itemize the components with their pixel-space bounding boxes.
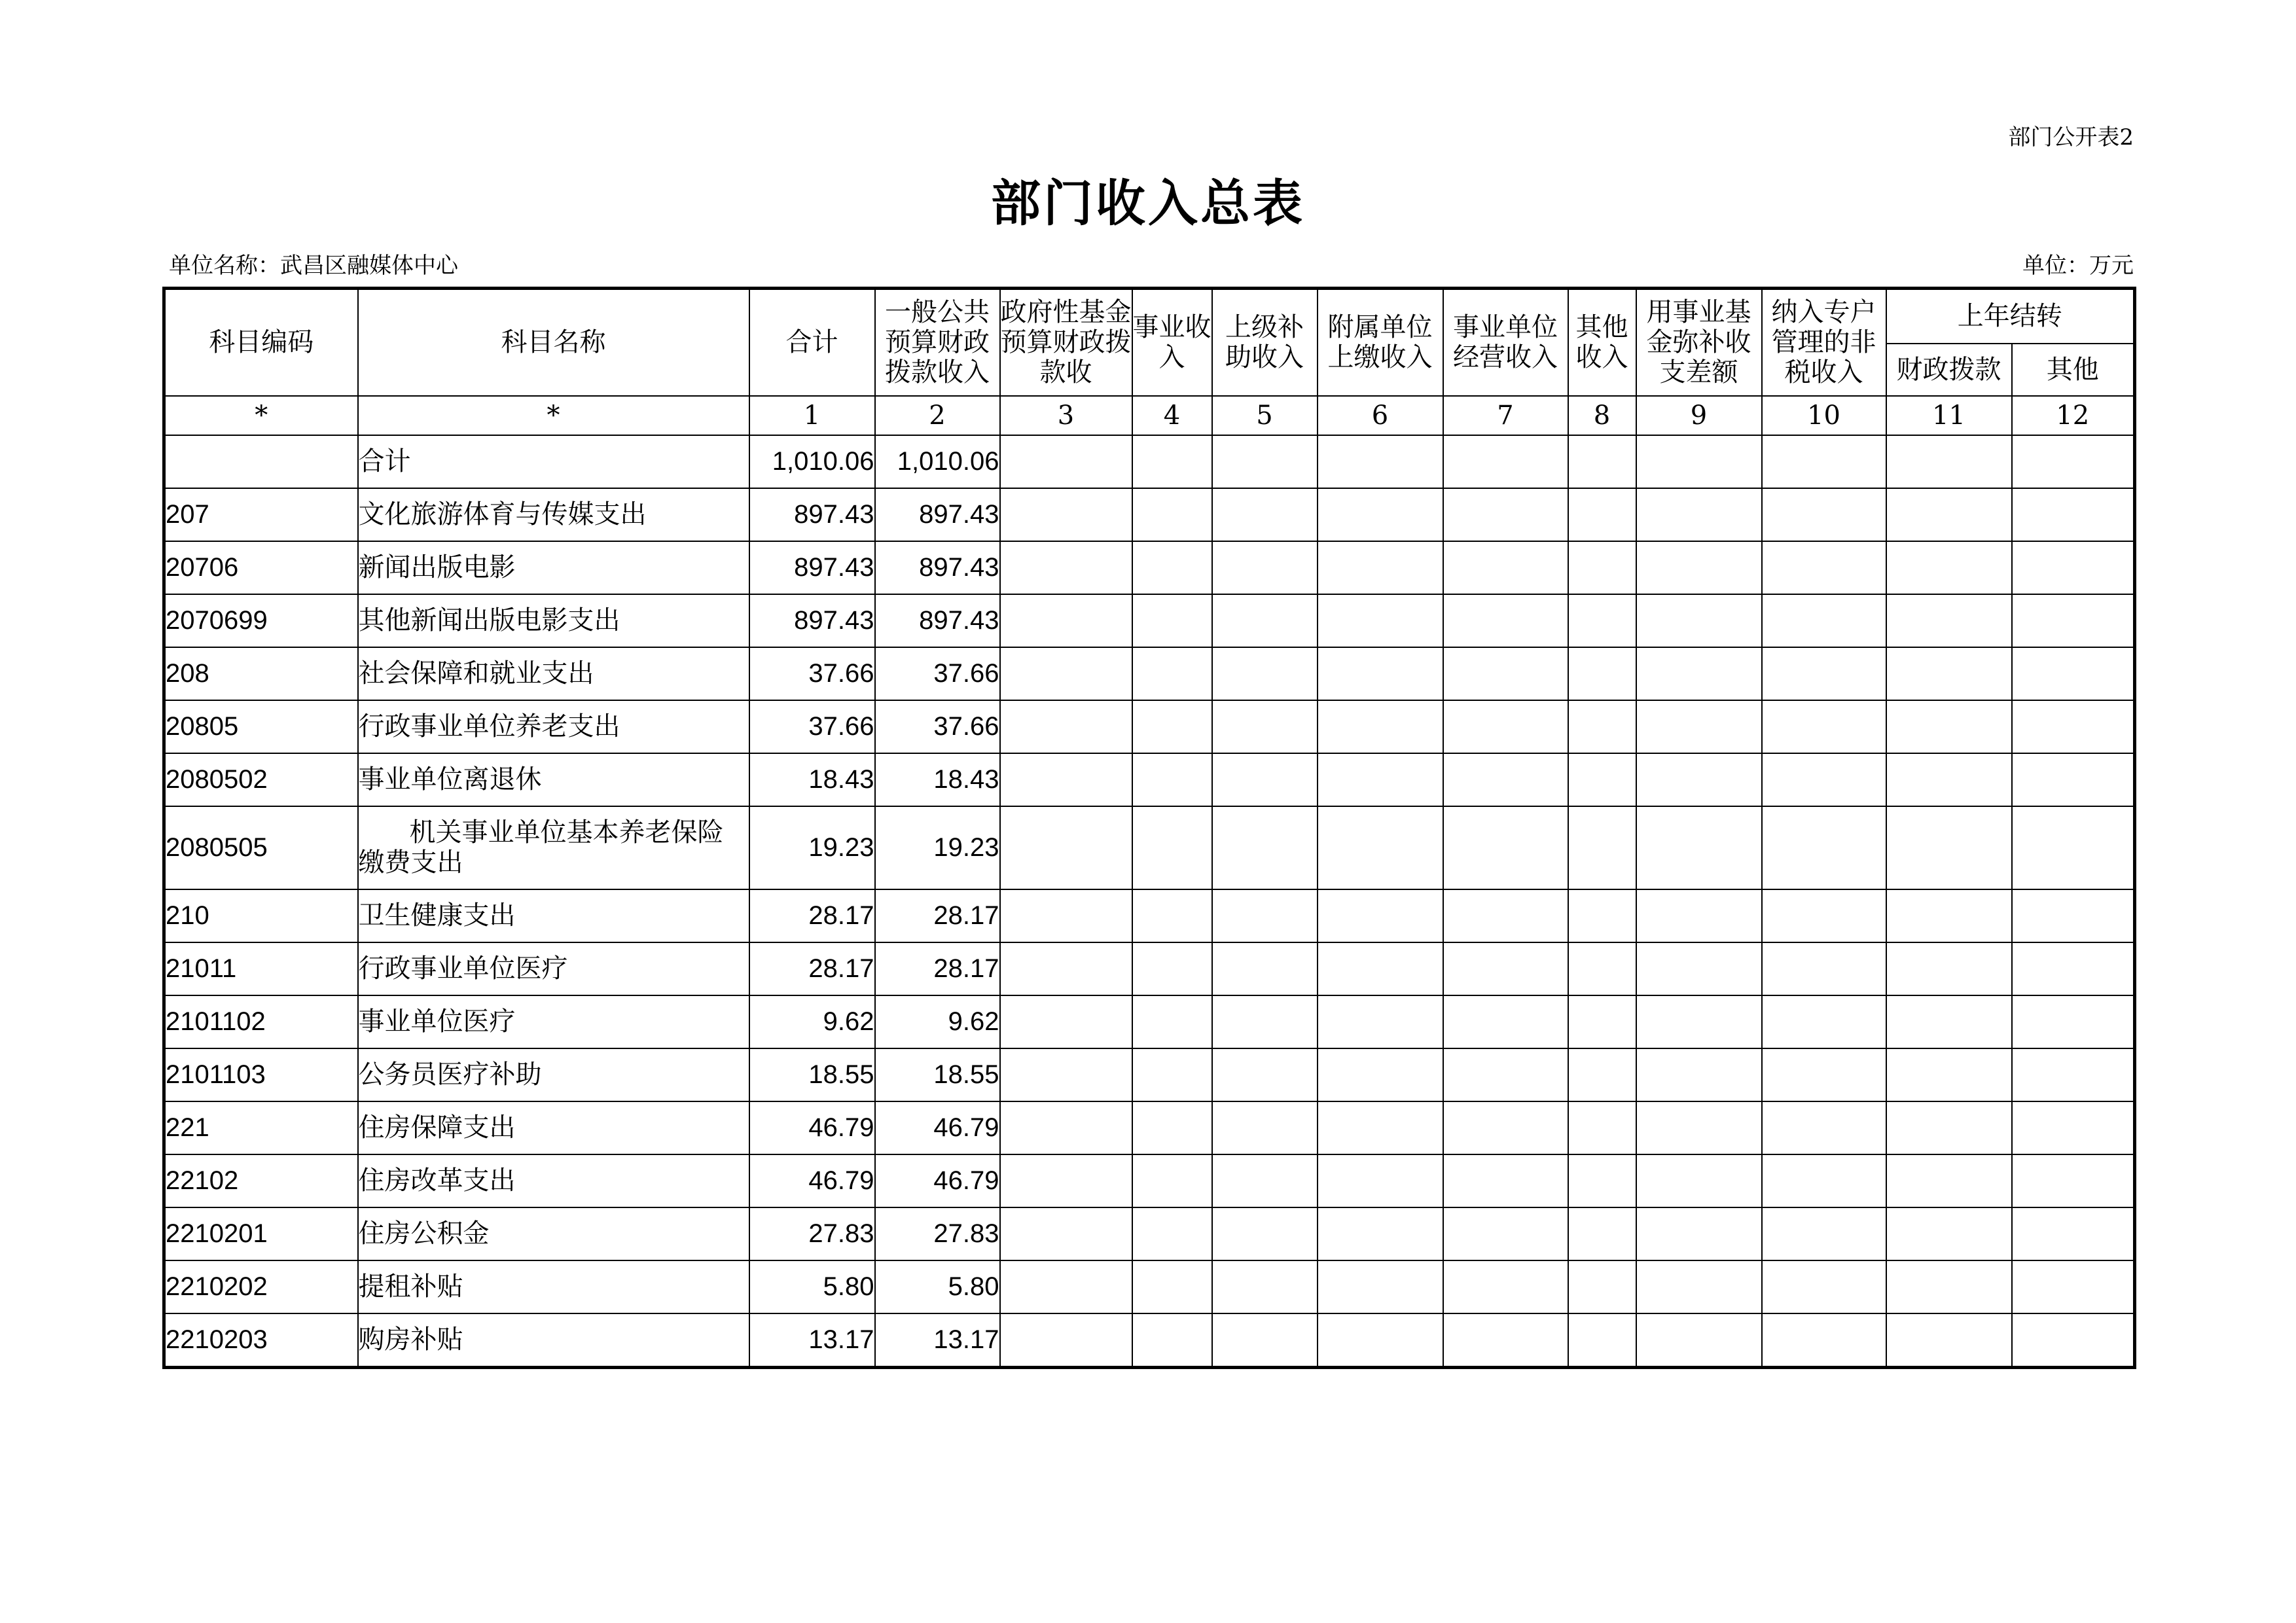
row-code: 2210201 [164, 1207, 358, 1260]
row-total: 9.62 [749, 995, 875, 1048]
row-code: 20706 [164, 541, 358, 594]
table-row [164, 1048, 2135, 1101]
row-total: 28.17 [749, 889, 875, 942]
table-row [164, 1207, 2135, 1260]
row-total: 18.43 [749, 753, 875, 806]
row-name: 行政事业单位医疗 [358, 942, 749, 995]
row-code: 22102 [164, 1154, 358, 1207]
row-total: 27.83 [749, 1207, 875, 1260]
row-general-budget: 897.43 [875, 488, 1000, 541]
row-general-budget: 37.66 [875, 647, 1000, 700]
row-code: 20805 [164, 700, 358, 753]
table-row [164, 1154, 2135, 1207]
row-name: 行政事业单位养老支出 [358, 700, 749, 753]
header-operating-income: 事业单位经营收入 [1443, 289, 1568, 396]
row-name: 其他新闻出版电影支出 [358, 594, 749, 647]
header-gov-fund: 政府性基金预算财政拨款收 [1000, 289, 1132, 396]
row-general-budget: 28.17 [875, 889, 1000, 942]
row-name [358, 806, 749, 889]
row-name: 住房公积金 [358, 1207, 749, 1260]
index-cell: * [358, 396, 749, 435]
row-general-budget: 897.43 [875, 594, 1000, 647]
row-name: 社会保障和就业支出 [358, 647, 749, 700]
row-name: 提租补贴 [358, 1260, 749, 1313]
index-cell: 1 [749, 396, 875, 435]
unit-name: 单位名称：武昌区融媒体中心 [169, 253, 458, 279]
table-row [164, 889, 2135, 942]
row-name: 公务员医疗补助 [358, 1048, 749, 1101]
index-cell: * [164, 396, 358, 435]
index-cell: 9 [1636, 396, 1762, 435]
row-code: 2101103 [164, 1048, 358, 1101]
header-other-income: 其他收入 [1568, 289, 1636, 396]
row-name: 住房改革支出 [358, 1154, 749, 1207]
header-name: 科目名称 [358, 289, 749, 396]
row-total: 897.43 [749, 541, 875, 594]
row-general-budget: 27.83 [875, 1207, 1000, 1260]
row-name: 新闻出版电影 [358, 541, 749, 594]
row-code: 210 [164, 889, 358, 942]
row-code: 208 [164, 647, 358, 700]
row-code: 221 [164, 1101, 358, 1154]
row-code [164, 435, 358, 488]
header-total: 合计 [749, 289, 875, 396]
row-general-budget: 9.62 [875, 995, 1000, 1048]
index-row [164, 396, 2135, 435]
row-general-budget: 46.79 [875, 1154, 1000, 1207]
row-code: 2070699 [164, 594, 358, 647]
row-name: 事业单位离退休 [358, 753, 749, 806]
header-code: 科目编码 [164, 289, 358, 396]
table-row [164, 541, 2135, 594]
index-cell: 4 [1132, 396, 1212, 435]
index-cell: 7 [1443, 396, 1568, 435]
row-general-budget: 46.79 [875, 1101, 1000, 1154]
row-name: 文化旅游体育与传媒支出 [358, 488, 749, 541]
page-title: 部门收入总表 [991, 174, 1305, 232]
row-total: 46.79 [749, 1154, 875, 1207]
row-code: 2101102 [164, 995, 358, 1048]
unit-label: 单位：万元 [2022, 253, 2134, 279]
table-row [164, 942, 2135, 995]
row-total: 37.66 [749, 647, 875, 700]
row-general-budget: 1,010.06 [875, 435, 1000, 488]
index-cell: 11 [1886, 396, 2012, 435]
index-cell: 10 [1762, 396, 1886, 435]
row-name: 合计 [358, 435, 749, 488]
row-total: 28.17 [749, 942, 875, 995]
table-row [164, 594, 2135, 647]
row-general-budget: 28.17 [875, 942, 1000, 995]
form-code: 部门公开表2 [2008, 124, 2134, 151]
table-row [164, 700, 2135, 753]
row-total: 37.66 [749, 700, 875, 753]
table-row [164, 435, 2135, 488]
header-prior-year-carryover: 上年结转 [1886, 289, 2135, 344]
row-total: 46.79 [749, 1101, 875, 1154]
row-name: 事业单位医疗 [358, 995, 749, 1048]
row-general-budget: 18.55 [875, 1048, 1000, 1101]
row-code: 2080502 [164, 753, 358, 806]
row-code: 21011 [164, 942, 358, 995]
row-name-line: 缴费支出 [358, 847, 463, 878]
row-name: 卫生健康支出 [358, 889, 749, 942]
row-total: 1,010.06 [749, 435, 875, 488]
row-name-line: 机关事业单位基本养老保险 [409, 817, 724, 847]
row-name: 住房保障支出 [358, 1101, 749, 1154]
header-non-tax: 纳入专户管理的非税收入 [1762, 289, 1886, 396]
index-cell: 8 [1568, 396, 1636, 435]
table-row [164, 488, 2135, 541]
table-row [164, 995, 2135, 1048]
table-row [164, 1101, 2135, 1154]
table-row [164, 647, 2135, 700]
header-other: 其他 [2012, 344, 2135, 396]
row-total: 897.43 [749, 488, 875, 541]
row-general-budget: 897.43 [875, 541, 1000, 594]
table-row [164, 1260, 2135, 1313]
header-general-budget: 一般公共预算财政拨款收入 [875, 289, 1000, 396]
index-cell: 5 [1212, 396, 1318, 435]
row-total: 19.23 [749, 806, 875, 889]
row-general-budget: 18.43 [875, 753, 1000, 806]
row-general-budget: 37.66 [875, 700, 1000, 753]
income-summary-table [162, 287, 2136, 1369]
row-total: 897.43 [749, 594, 875, 647]
index-cell: 3 [1000, 396, 1132, 435]
row-name: 购房补贴 [358, 1313, 749, 1368]
table-row [164, 1313, 2135, 1368]
index-cell: 6 [1318, 396, 1443, 435]
header-superior-subsidy: 上级补助收入 [1212, 289, 1318, 396]
index-cell: 2 [875, 396, 1000, 435]
row-code: 207 [164, 488, 358, 541]
row-total: 18.55 [749, 1048, 875, 1101]
row-general-budget: 19.23 [875, 806, 1000, 889]
table-row [164, 753, 2135, 806]
header-fiscal-allocation: 财政拨款 [1886, 344, 2012, 396]
header-fund-balance: 用事业基金弥补收支差额 [1636, 289, 1762, 396]
header-affiliated-units: 附属单位上缴收入 [1318, 289, 1443, 396]
row-code: 2080505 [164, 806, 358, 889]
row-total: 13.17 [749, 1313, 875, 1368]
row-general-budget: 13.17 [875, 1313, 1000, 1368]
index-cell: 12 [2012, 396, 2135, 435]
row-general-budget: 5.80 [875, 1260, 1000, 1313]
table-row [164, 806, 2135, 889]
row-code: 2210203 [164, 1313, 358, 1368]
row-code: 2210202 [164, 1260, 358, 1313]
row-total: 5.80 [749, 1260, 875, 1313]
header-business-income: 事业收入 [1132, 289, 1212, 396]
